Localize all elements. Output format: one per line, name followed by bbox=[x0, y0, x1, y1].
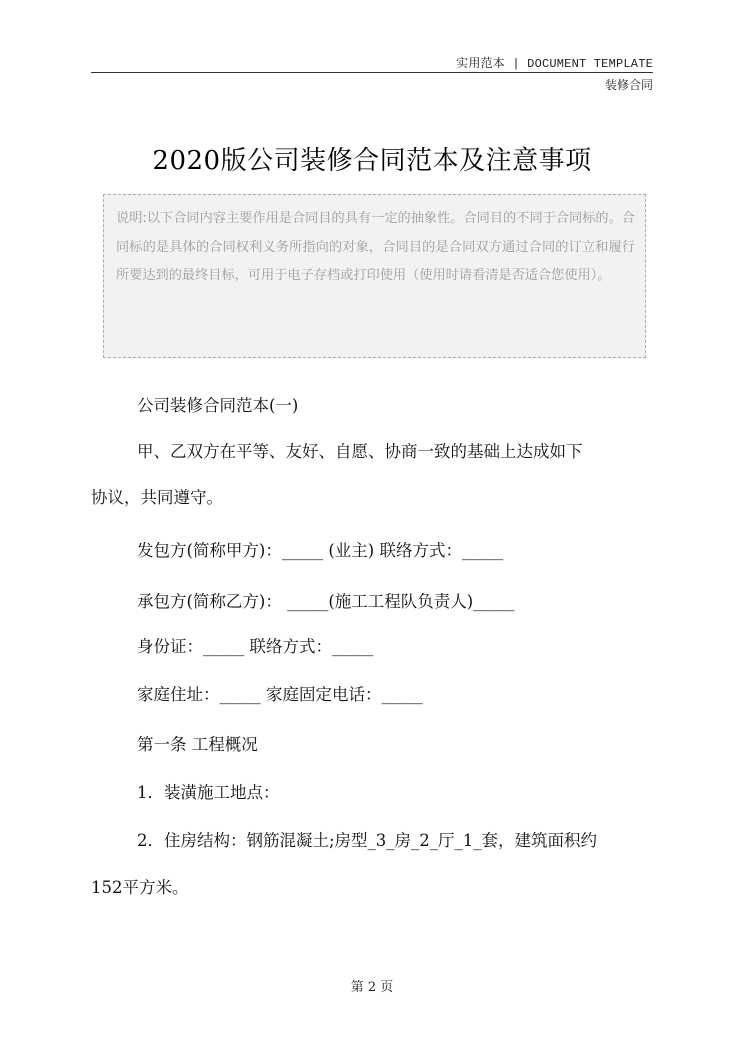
item-2-line1: 2．住房结构：钢筋混凝土;房型_3_房_2_厅_1_套，建筑面积约 bbox=[137, 831, 598, 850]
item-1: 1．装潢施工地点： bbox=[137, 783, 280, 802]
party-b-line: 承包方(简称乙方)： _____(施工工程队负责人)_____ bbox=[137, 592, 515, 611]
article-1-heading: 第一条 工程概况 bbox=[137, 735, 258, 754]
notice-box bbox=[103, 194, 646, 358]
item-2-line2: 152平方米。 bbox=[91, 878, 189, 897]
header-subtitle: 装修合同 bbox=[604, 78, 653, 92]
id-contact-line: 身份证：_____ 联络方式：_____ bbox=[137, 637, 374, 656]
address-line: 家庭住址：_____ 家庭固定电话：_____ bbox=[137, 685, 423, 704]
party-a-line: 发包方(简称甲方)：_____ (业主) 联络方式：_____ bbox=[137, 541, 504, 560]
intro-paragraph-line1: 甲、乙双方在平等、友好、自愿、协商一致的基础上达成如下 bbox=[137, 442, 583, 461]
notice-text: 说明:以下合同内容主要作用是合同目的具有一定的抽象性。合同目的不同于合同标的。合同标的是具体的合同权利义务所指向的对象，合同目的是合同双方通过合同的订立和履行所要达到的最终目标，可用于电子存档或打印使用（使用时请看清是否适合您使用）。 bbox=[116, 211, 635, 283]
header-divider bbox=[91, 72, 653, 73]
page-number: 第 2 页 bbox=[350, 980, 394, 995]
header-brand: 实用范本 | DOCUMENT TEMPLATE bbox=[456, 57, 653, 71]
section-title: 公司装修合同范本(一) bbox=[137, 396, 299, 415]
document-title: 2020版公司装修合同范本及注意事项 bbox=[152, 146, 592, 176]
intro-paragraph-line2: 协议，共同遵守。 bbox=[91, 488, 223, 507]
